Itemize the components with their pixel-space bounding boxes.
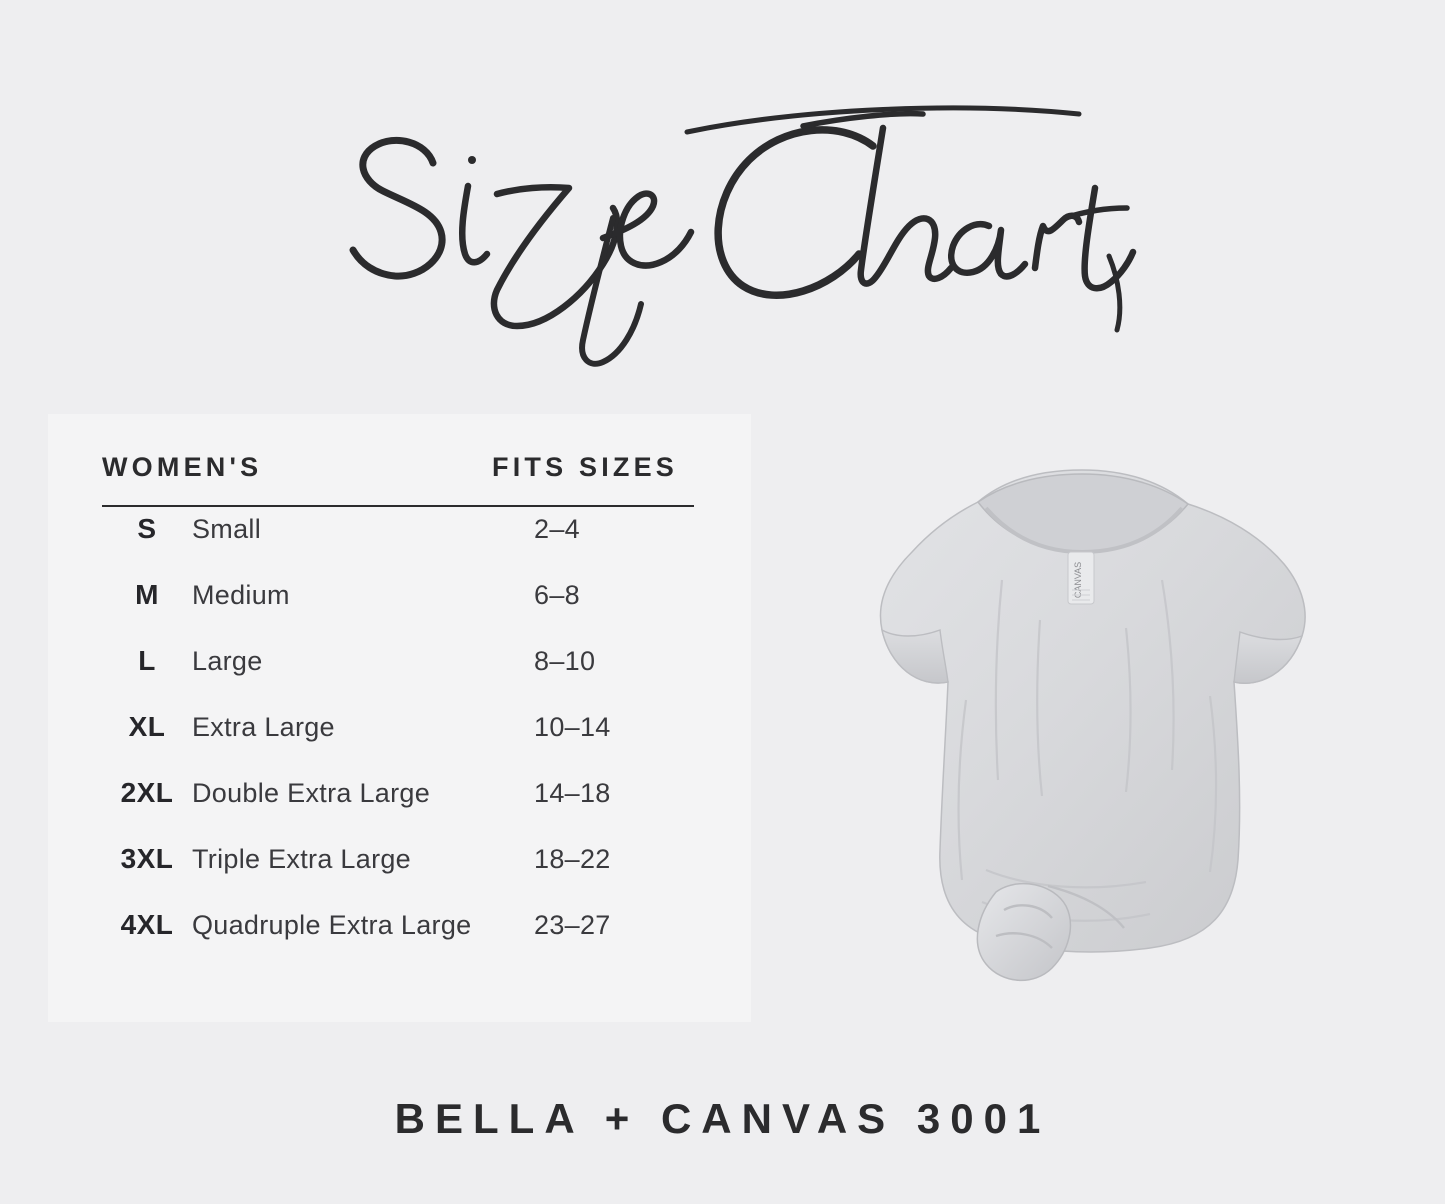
size-abbr: S bbox=[137, 513, 157, 544]
table-row bbox=[102, 843, 694, 909]
size-fits: 18–22 bbox=[534, 844, 611, 874]
table-row bbox=[102, 909, 694, 975]
brand-footer: BELLA + CANVAS 3001 bbox=[394, 1095, 1051, 1142]
product-image bbox=[790, 440, 1390, 1030]
size-chart-card bbox=[48, 414, 751, 1022]
svg-text:CANVAS: CANVAS bbox=[1073, 561, 1083, 599]
size-name: Double Extra Large bbox=[192, 778, 431, 808]
header-divider bbox=[102, 505, 694, 507]
size-abbr: M bbox=[135, 579, 159, 610]
tshirt-icon bbox=[790, 440, 1390, 1030]
size-abbr: 2XL bbox=[120, 777, 174, 808]
size-fits: 14–18 bbox=[534, 778, 611, 808]
size-fits: 8–10 bbox=[534, 646, 596, 676]
table-row bbox=[102, 513, 694, 579]
size-name: Quadruple Extra Large bbox=[192, 910, 472, 940]
size-fits: 10–14 bbox=[534, 712, 611, 742]
table-row bbox=[102, 711, 694, 777]
table-row bbox=[102, 777, 694, 843]
table-row bbox=[102, 579, 694, 645]
size-name: Large bbox=[192, 646, 263, 676]
neck-label-text bbox=[1073, 562, 1083, 598]
size-abbr: 3XL bbox=[120, 843, 174, 874]
column-header-fits-sizes: FITS SIZES bbox=[492, 452, 679, 482]
size-abbr: 4XL bbox=[120, 909, 174, 940]
table-header-row bbox=[102, 452, 694, 505]
size-name: Small bbox=[192, 514, 262, 544]
page-title bbox=[0, 48, 1445, 388]
size-fits: 6–8 bbox=[534, 580, 580, 610]
size-abbr: L bbox=[138, 645, 156, 676]
column-header-womens: WOMEN'S bbox=[102, 452, 263, 482]
size-abbr: XL bbox=[128, 711, 166, 742]
size-table bbox=[102, 452, 694, 975]
size-name: Medium bbox=[192, 580, 290, 610]
size-name: Triple Extra Large bbox=[192, 844, 411, 874]
size-name: Extra Large bbox=[192, 712, 335, 742]
size-fits: 23–27 bbox=[534, 910, 611, 940]
size-chart-script-title bbox=[283, 68, 1163, 368]
table-row bbox=[102, 645, 694, 711]
size-fits: 2–4 bbox=[534, 514, 580, 544]
